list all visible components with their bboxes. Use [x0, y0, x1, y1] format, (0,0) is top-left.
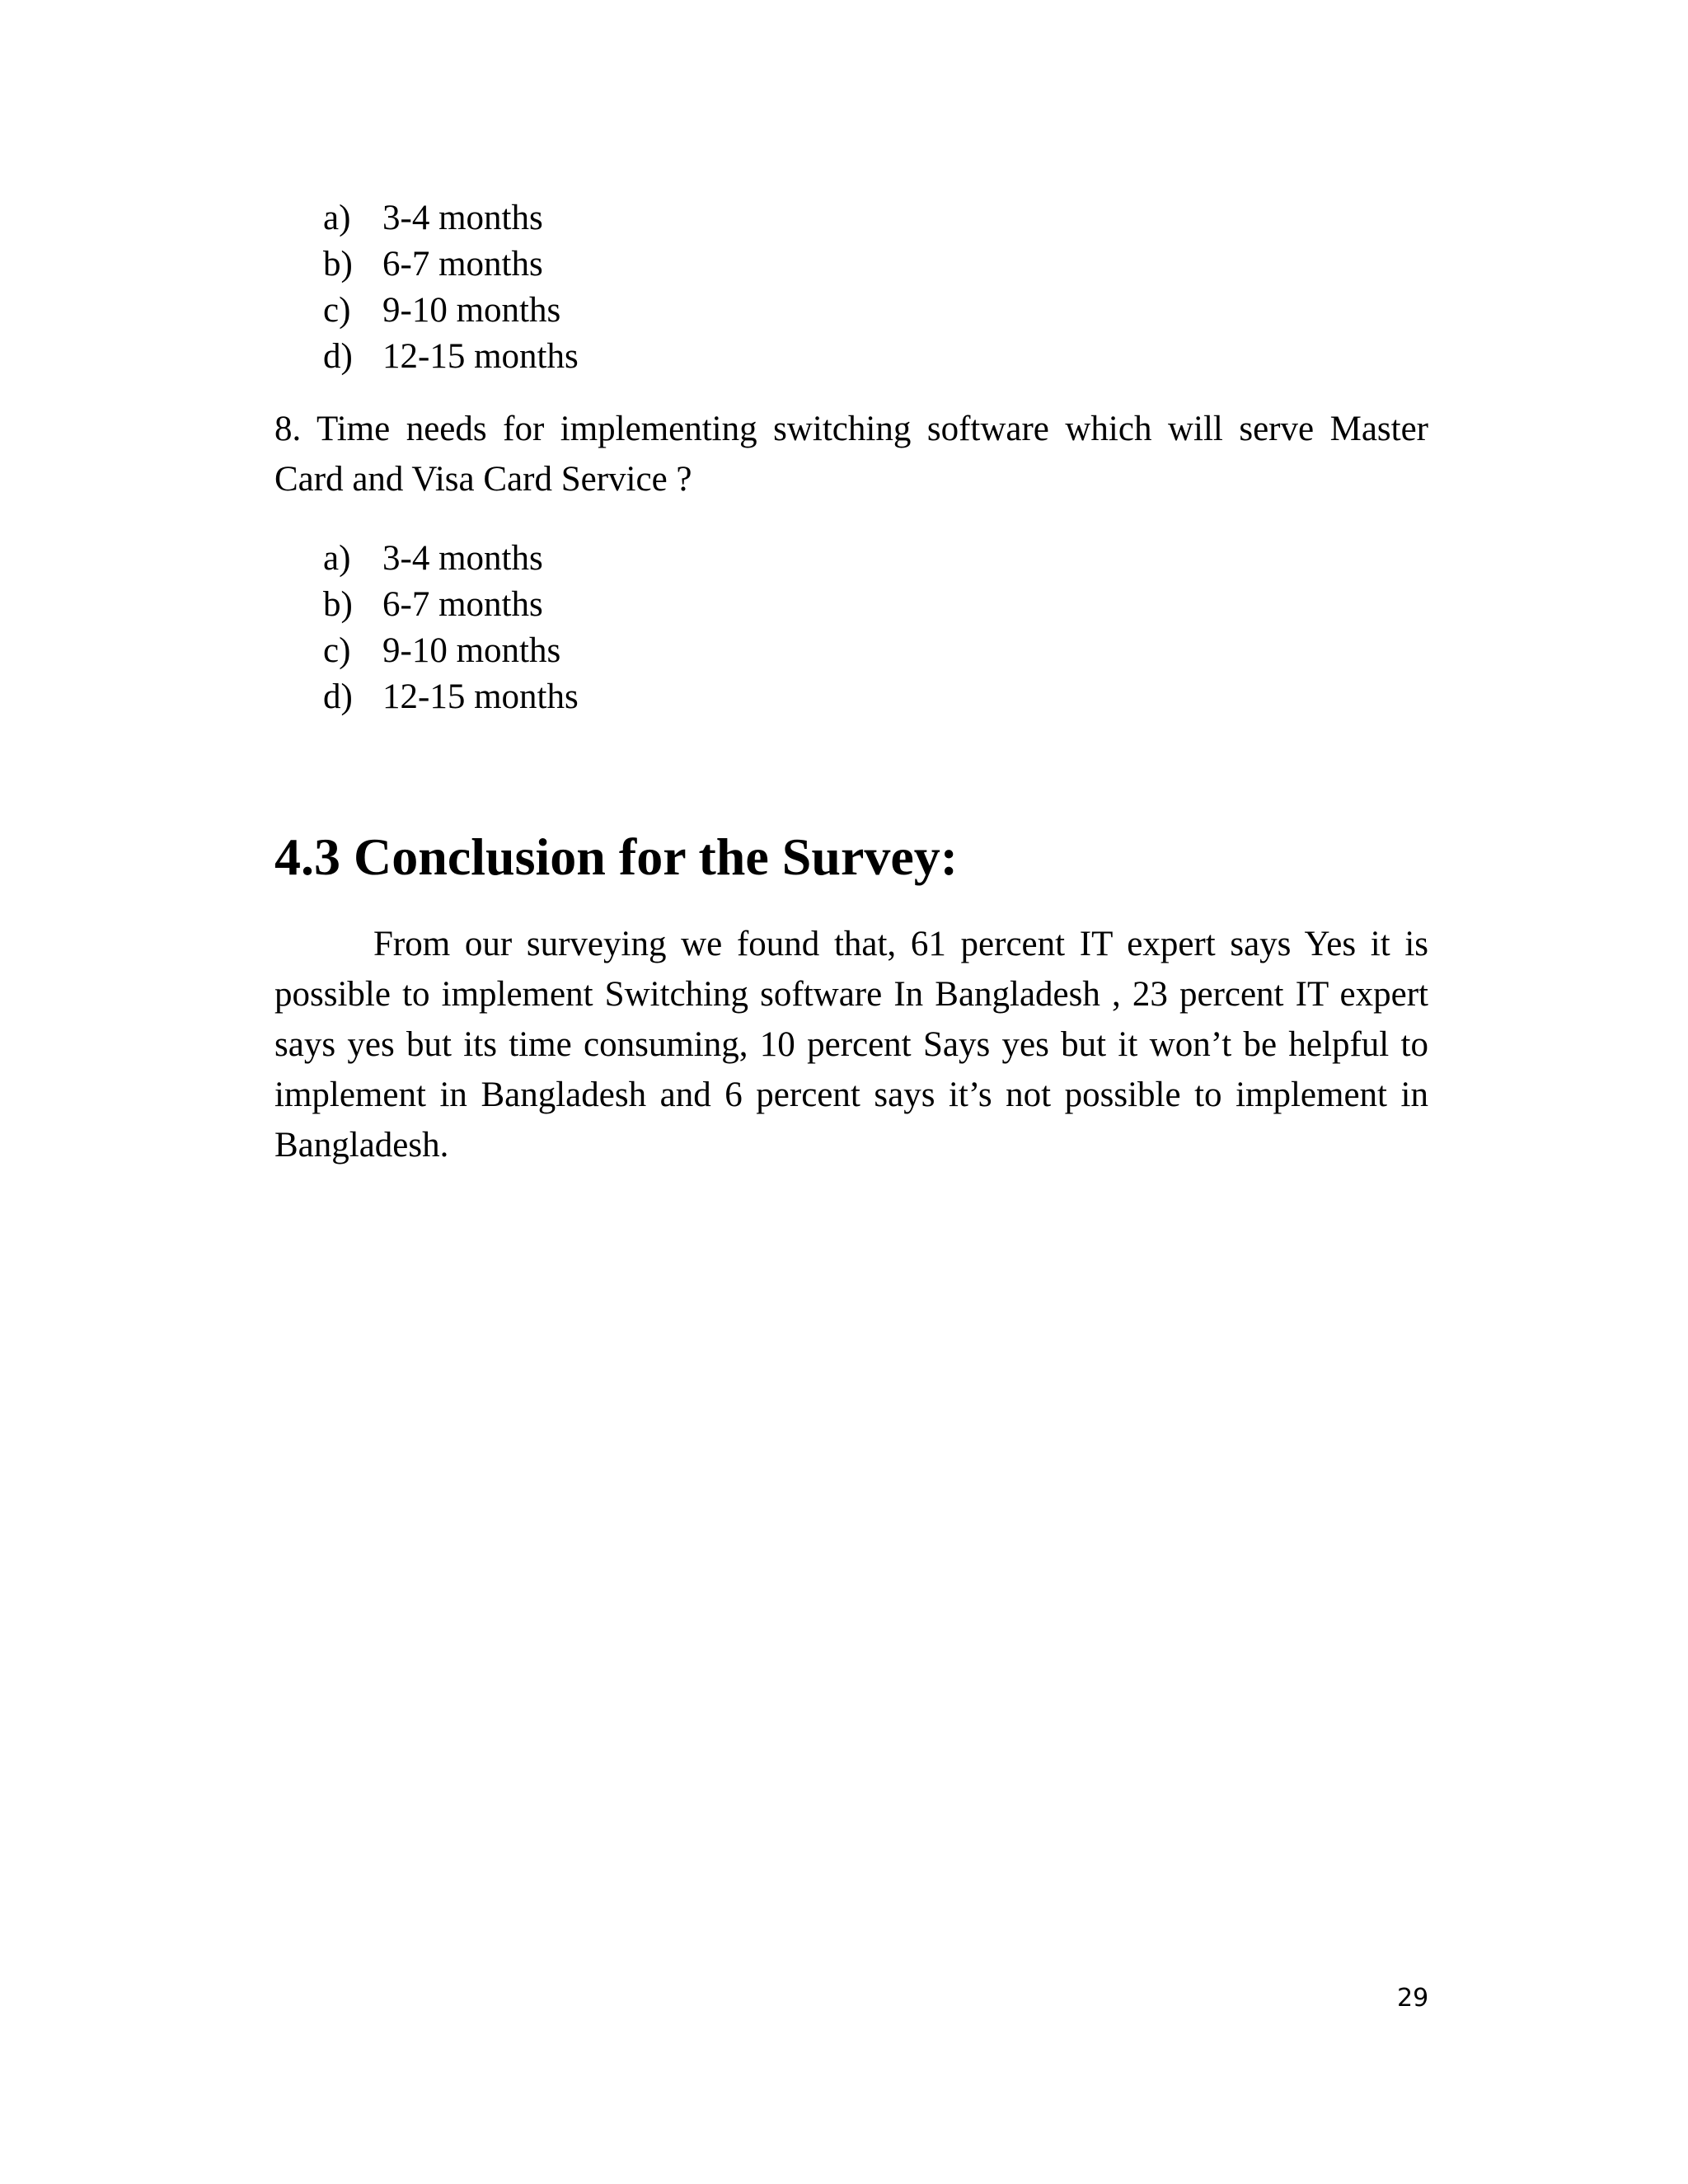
- option-text: 9-10 months: [382, 291, 561, 330]
- conclusion-paragraph: From our surveying we found that, 61 percent IT expert says Yes it is possible to implement Switching software In Bangladesh , 23 percent IT expert says yes but its time consuming, 10 percent Says yes but it won’t be helpful to implement in Bangladesh and 6 percent says it’s not possible to implement in Bangladesh.: [274, 925, 1428, 1165]
- question-7-options: [323, 195, 579, 380]
- option-c: [323, 628, 579, 674]
- option-text: 12-15 months: [382, 677, 579, 716]
- option-letter: d): [323, 337, 353, 376]
- section-heading: 4.3 Conclusion for the Survey:: [274, 827, 959, 886]
- option-letter: b): [323, 245, 353, 284]
- option-a: [323, 536, 579, 582]
- question-8-options: [323, 536, 579, 720]
- option-a: [323, 195, 579, 241]
- option-letter: d): [323, 677, 353, 716]
- question-8-text: 8. Time needs for implementing switching software which will serve Master Card and Visa Card Service ?: [274, 410, 1428, 499]
- option-b: [323, 582, 579, 628]
- option-b: [323, 241, 579, 288]
- option-letter: c): [323, 291, 351, 330]
- option-letter: a): [323, 199, 351, 237]
- option-text: 9-10 months: [382, 631, 561, 670]
- option-text: 6-7 months: [382, 585, 543, 624]
- page-number: 29: [1397, 1984, 1429, 2013]
- option-text: 3-4 months: [382, 199, 543, 237]
- option-letter: a): [323, 539, 351, 578]
- option-d: [323, 334, 579, 380]
- option-text: 12-15 months: [382, 337, 579, 376]
- option-d: [323, 674, 579, 720]
- option-text: 6-7 months: [382, 245, 543, 284]
- option-text: 3-4 months: [382, 539, 543, 578]
- option-letter: c): [323, 631, 351, 670]
- option-letter: b): [323, 585, 353, 624]
- option-c: [323, 288, 579, 334]
